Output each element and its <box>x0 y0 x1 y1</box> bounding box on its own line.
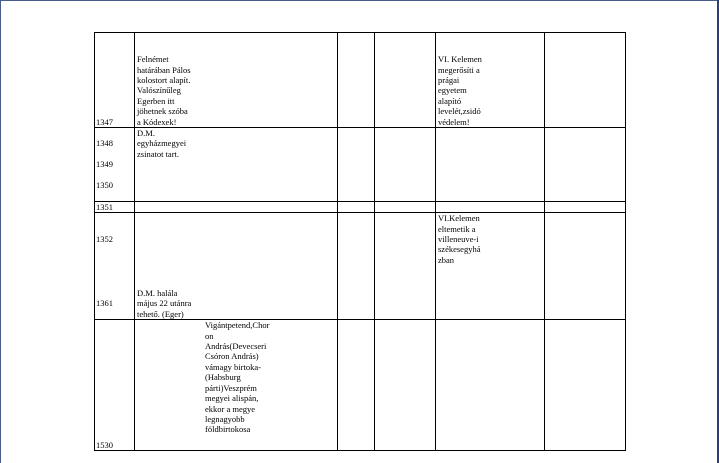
year-cell <box>95 128 135 202</box>
page-frame-left <box>0 0 1 463</box>
year-label: 1347 <box>96 116 113 127</box>
year-label: 1349 <box>96 159 113 170</box>
year-label: 1351 <box>96 201 113 212</box>
empty-cell <box>545 33 626 128</box>
empty-cell <box>375 320 436 451</box>
event-cell <box>135 33 338 128</box>
table-row <box>95 213 626 320</box>
table-row <box>95 320 626 451</box>
empty-cell <box>545 213 626 320</box>
pope-cell <box>436 320 545 451</box>
empty-cell <box>545 201 626 212</box>
event-text: D.M. egyházmegyei zsinatot tart. <box>137 128 187 159</box>
year-label: 1361 <box>96 298 113 309</box>
empty-cell <box>338 213 375 320</box>
pope-cell <box>436 213 545 320</box>
year-cell <box>95 33 135 128</box>
event-text: Felnémet határában Pálos kolostort alapít. Valószínűleg Egerben itt jöhetnek szóba a Kódexek! <box>137 54 191 127</box>
year-label: 1352 <box>96 234 113 245</box>
event-cell <box>135 128 338 202</box>
table-row <box>95 128 626 202</box>
event-cell <box>135 213 338 320</box>
year-cell <box>95 201 135 212</box>
year-spacer <box>96 255 134 288</box>
empty-cell <box>375 201 436 212</box>
event-cell <box>135 201 338 212</box>
empty-cell <box>338 33 375 128</box>
pope-cell <box>436 128 545 202</box>
empty-cell <box>375 213 436 320</box>
year-cell <box>95 320 135 451</box>
table-row <box>95 201 626 212</box>
event-text: Vigántpetend,Chor on András(Devecseri Csóron András) vámagy birtoka- (Habsburg párti)Veszprém megyei alispán, ekkor a megye legnagyobb földbirtokosa <box>205 320 270 435</box>
year-label: 1350 <box>96 180 113 191</box>
pope-cell <box>436 201 545 212</box>
pope-cell <box>436 33 545 128</box>
empty-cell <box>545 320 626 451</box>
year-cell <box>95 213 135 320</box>
empty-cell <box>338 201 375 212</box>
empty-cell <box>545 128 626 202</box>
year-label: 1348 <box>96 138 113 149</box>
year-label: 1530 <box>96 439 113 450</box>
empty-cell <box>375 33 436 128</box>
empty-cell <box>375 128 436 202</box>
empty-cell <box>338 128 375 202</box>
chronology-table <box>94 32 626 451</box>
pope-text: VI. Kelemen megerősíti a prágai egyetem alapító levelét,zsidó védelem! <box>438 54 482 127</box>
empty-cell <box>338 320 375 451</box>
event-cell <box>135 320 338 451</box>
event-text: D.M. halála május 22 utánra tehető. (Eger) <box>137 288 192 319</box>
page-frame-top <box>0 0 719 1</box>
pope-text: VI.Kelemen eltemetik a villeneuve-i székesegyhá zban <box>438 213 481 265</box>
table-row <box>95 33 626 128</box>
